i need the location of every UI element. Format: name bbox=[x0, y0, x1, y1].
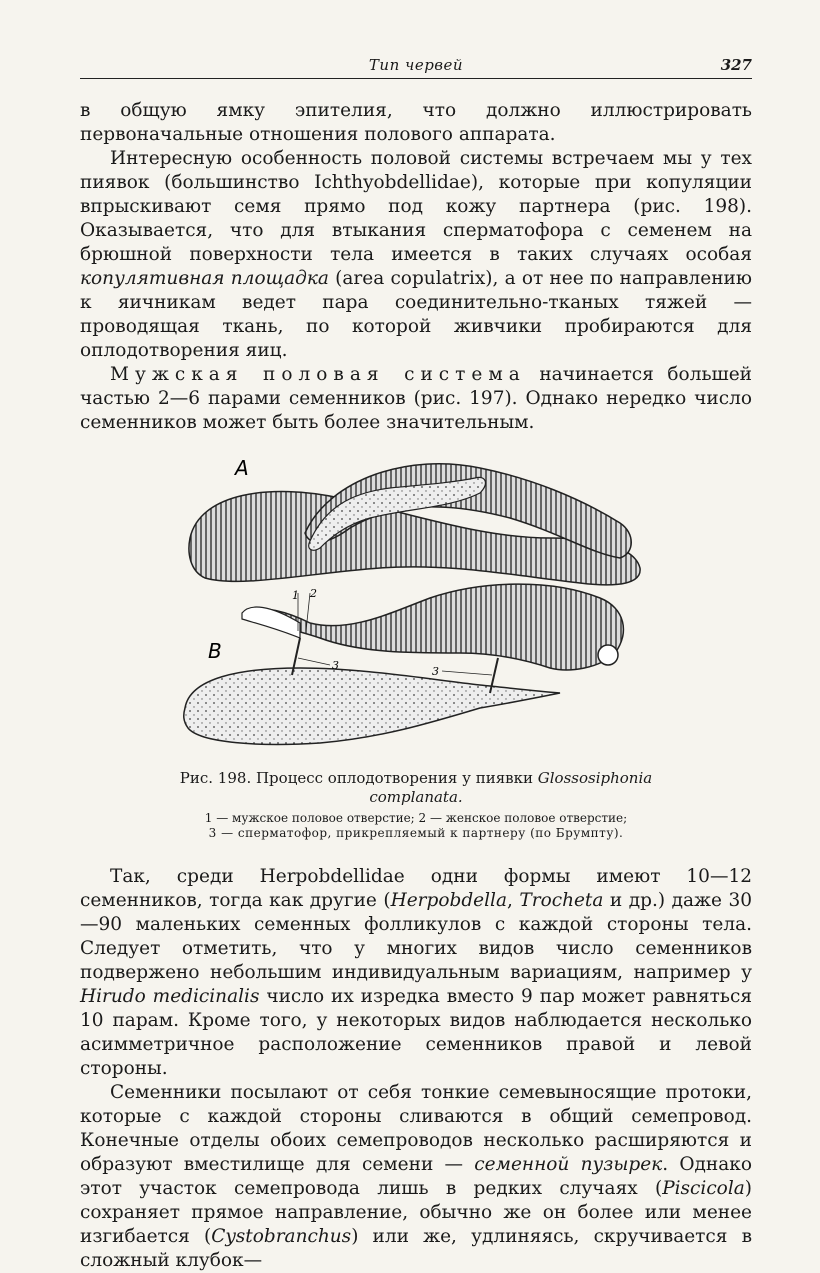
book-page bbox=[80, 50, 752, 1273]
leech-b-upper-body bbox=[245, 584, 623, 670]
paragraph-4: Так, среди Herpobdellidae одни формы имеют 10—12 семенников, тогда как другие (Herpobdella, Trocheta и др.) даже 30—90 маленьких семенных фолликулов с каждой стороны тела. Следует отметить, что у многих видов число семенников подвержено небольшим индивидуальным вариациям, например у Hirudo medicinalis число их изредка вместо 9 пар может равняться 10 парам. Кроме того, у некоторых видов наблюдается несколько асимметричное расположение семенников правой и левой стороны. bbox=[80, 866, 752, 1079]
leech-b-head bbox=[242, 607, 300, 638]
page-number: 327 bbox=[720, 56, 752, 74]
paragraph-5: Семенники посылают от себя тонкие семевыносящие протоки, которые с каждой стороны сливаются в общий семепровод. Конечные отделы обоих семепроводов несколько расширяются и образуют вместилище для семени — семенной пузырек. Однако этот участок семепровода лишь в редких случаях (Piscicola) сохраняет прямое направление, обычно же он более или менее изгибается (Cystobranchus) или же, удлиняясь, скручивается в сложный клубок— bbox=[80, 1082, 752, 1271]
figure-label-1: 1 bbox=[292, 589, 299, 602]
leader-3a bbox=[298, 658, 330, 665]
figure-label-2: 2 bbox=[310, 587, 317, 600]
running-title: Тип червей bbox=[368, 56, 464, 74]
paragraph-1: в общую ямку эпителия, что должно иллюстрировать первоначальные отношения полового аппарата. bbox=[80, 100, 752, 145]
spaced-heading: Мужская половая система bbox=[110, 364, 526, 385]
leader-3b bbox=[442, 671, 492, 675]
figure-label-b: В bbox=[208, 639, 222, 663]
figure-label-3-right: 3 bbox=[432, 665, 439, 678]
leech-b-lower-body bbox=[184, 668, 560, 744]
figure-198 bbox=[80, 453, 752, 763]
figure-label-a: А bbox=[235, 456, 249, 480]
leech-b-sucker bbox=[598, 645, 618, 665]
figure-caption: Рис. 198. Процесс оплодотворения у пиявки Glossosiphonia complanata. bbox=[179, 769, 653, 806]
paragraph-2: Интересную особенность половой системы встречаем мы у тех пиявок (большинство Ichthyobdellidae), которые при копуляции впрыскивают семя прямо под кожу партнера (рис. 198). Оказывается, что для втыкания сперматофора с семенем на брюшной поверхности тела имеется в таких случаях особая копулятивная площадка (area copulatrix), а от нее по направлению к яичникам ведет пара соединительно-тканых тяжей — проводящая ткань, по которой живчики пробираются для оплодотворения яиц. bbox=[80, 148, 752, 361]
running-header bbox=[80, 50, 752, 79]
leech-illustration bbox=[180, 453, 660, 758]
figure-legend: 1 — мужское половое отверстие; 2 — женское половое отверстие; 3 — сперматофор, прикрепляемый к партнеру (по Брумпту). bbox=[204, 811, 628, 840]
paragraph-3: Мужская половая система начинается большей частью 2—6 парами семенников (рис. 197). Однако нередко число семенников может быть более значительным. bbox=[80, 364, 752, 433]
figure-label-3-left: 3 bbox=[332, 659, 339, 672]
